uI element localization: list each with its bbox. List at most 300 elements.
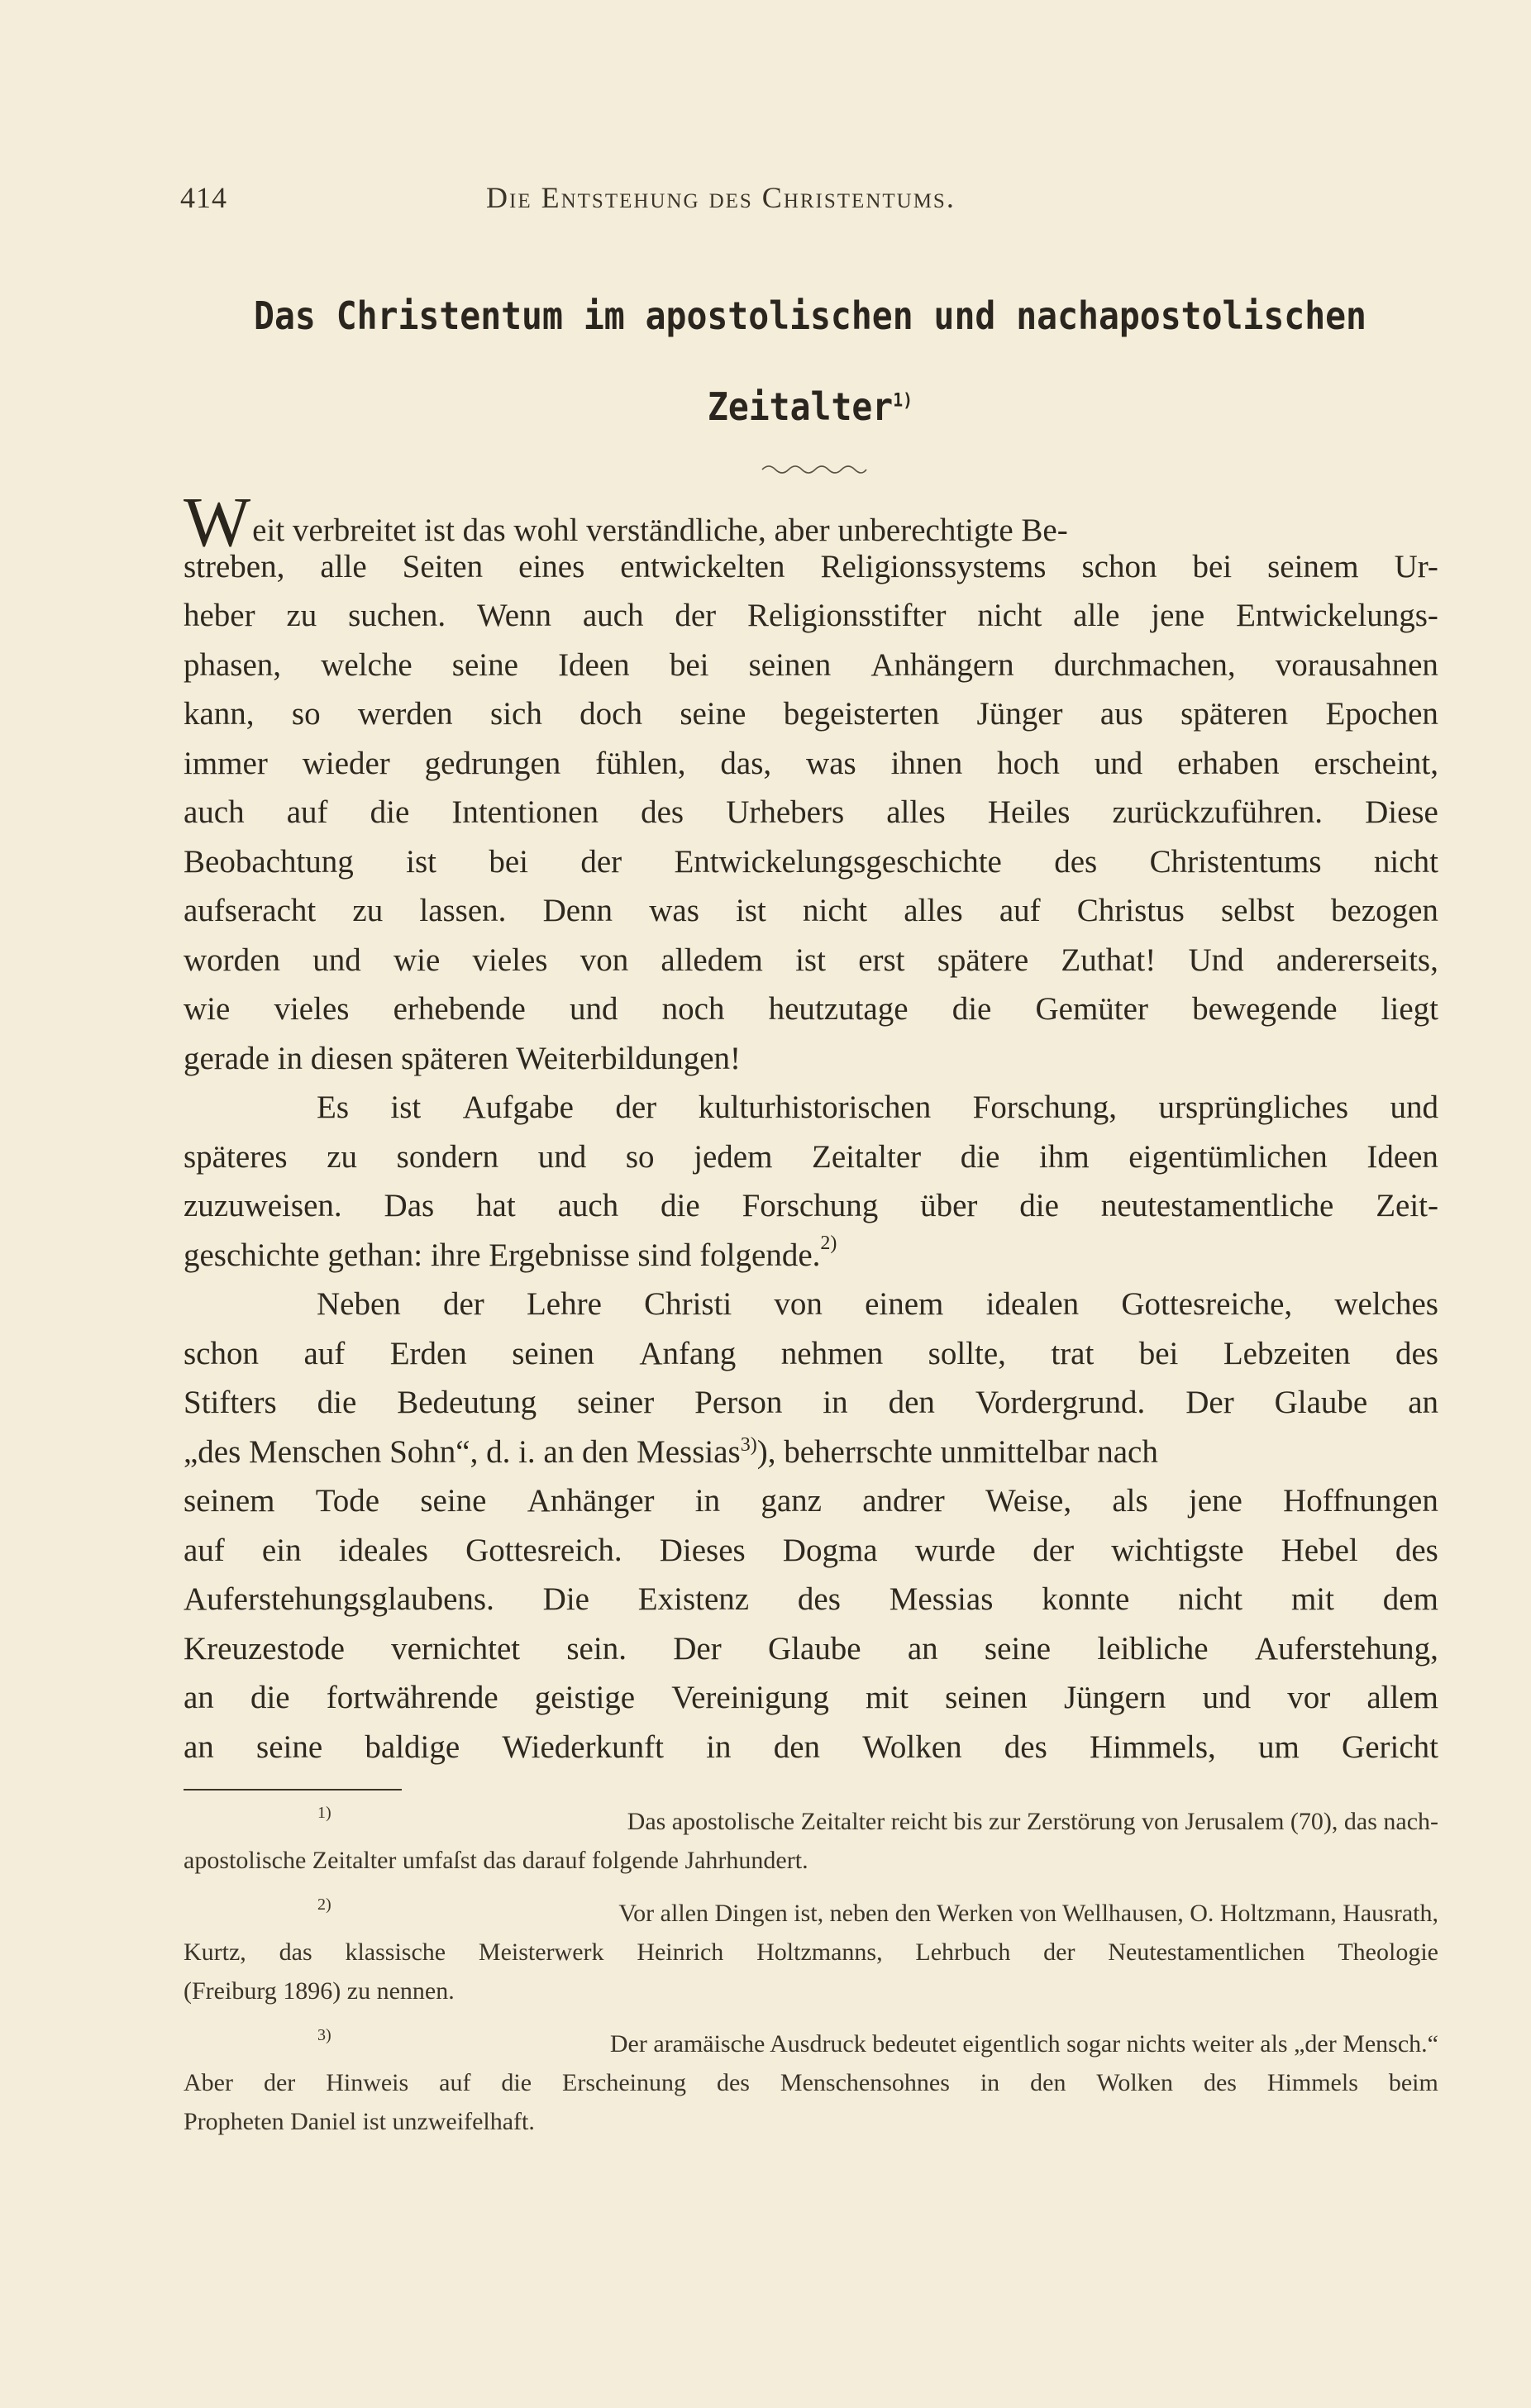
word: sollte, [928,1335,1006,1371]
word: Existenz [637,1581,750,1617]
word: Es [317,1090,349,1125]
word: Und [1188,942,1244,978]
word: Lehrbuch [915,1938,1011,1966]
word: in [823,1385,848,1420]
word: der [1033,1532,1075,1568]
text-line [184,1280,1438,1329]
word: Auferstehung, [1254,1630,1438,1667]
word: aus [1099,696,1143,732]
text-line [184,1476,1438,1526]
word: und [569,991,618,1027]
word: mit [1290,1581,1334,1617]
word: nicht [977,598,1042,633]
word: mit [866,1680,909,1715]
footnote-line: (Freiburg 1896) zu nennen. [184,1977,455,2005]
word: des [797,1581,841,1617]
text-line [184,482,1438,561]
word: fühlen, [595,745,686,781]
text-line-15: geschichte gethan: ihre Ergebnisse sind folgende. [184,1237,821,1273]
word: Meisterwerk [478,1938,604,1966]
word: konnte [1042,1581,1130,1617]
text-segment [184,482,1068,561]
heading-line-2-text: Zeitalter [707,384,894,429]
footnote-ref-2: 2) [820,1232,837,1254]
word: seinem [1267,548,1359,584]
text-line [184,591,1438,641]
word: Stifters [184,1385,277,1420]
word: klassische [345,1938,446,1966]
word: was [806,745,856,781]
text-line [184,1378,1438,1428]
word: von [579,942,629,978]
word: auch [184,794,245,830]
footnote-text: Das apostolische Zeitalter reicht bis zur Zerstörung von Jerusalem (70), das nach- [627,1808,1438,1835]
word: des [1054,843,1098,880]
word: bei [489,843,528,880]
word: auf [439,2069,471,2096]
word: vieles [472,942,548,978]
word: alles [886,794,946,830]
word: Christi [644,1286,732,1322]
word: Lehre [526,1286,602,1322]
word: von [774,1286,823,1322]
word: Bedeutung [397,1385,537,1420]
word: Forschung [742,1188,879,1223]
text-line-0: eit verbreitet ist das wohl verständliche, aber unberechtigte Be- [252,513,1068,548]
word: sich [490,696,542,732]
word: Religionssystems [820,548,1047,584]
chapter-heading [243,293,1377,475]
word: Anhängern [870,646,1014,683]
word: des [716,2069,750,2096]
word: noch [661,991,725,1027]
word: Denn [542,893,613,928]
word: an [184,1680,214,1715]
word: der [442,1286,484,1322]
footnote-line [184,1933,1438,1972]
word: Kurtz, [184,1938,246,1966]
word: Hoffnungen [1283,1483,1438,1519]
word: bei [1138,1335,1179,1371]
word: Messias [889,1581,994,1617]
word: das [279,1938,312,1966]
body-text [184,482,1438,1771]
word: zu [327,1138,358,1175]
word: lassen. [419,893,507,928]
text-line [184,985,1438,1034]
word: werden [357,696,453,732]
word: und [1094,745,1143,781]
word: die [317,1385,357,1420]
word: Christus [1076,893,1185,928]
word: selbst [1220,893,1295,928]
word: die [1019,1188,1059,1223]
word: so [625,1138,655,1175]
word: schon [1081,548,1157,584]
word: Religionsstifter [746,598,947,633]
word: seine [680,696,746,732]
footnote-mark: 3) [317,2026,331,2044]
word: in [694,1483,721,1519]
drop-cap: W [184,482,251,561]
footnote-line: apostolische Zeitalter umfaſst das darauf folgende Jahrhundert. [184,1847,808,1874]
word: seinen [748,646,832,683]
word: Beobachtung [184,843,354,880]
word: Entwickelungs- [1236,598,1438,633]
footnote-line: Propheten Daniel ist unzweifelhaft. [184,2108,535,2135]
word: Heinrich [637,1938,724,1966]
word: der [615,1090,657,1125]
running-title: Die Entstehung des Christentums. [486,181,956,214]
word: seiner [577,1385,655,1420]
word: Gericht [1342,1729,1438,1765]
word: seinen [512,1335,594,1371]
word: Erden [389,1335,467,1371]
word: Anfang [639,1335,737,1371]
word: Aufgabe [462,1090,574,1125]
word: heutzutage [768,991,909,1027]
footnote-3 [184,2024,1438,2141]
word: in [980,2069,1000,2096]
word: der [675,598,717,633]
word: um [1257,1729,1300,1765]
text-line [184,1231,1438,1280]
text-line [184,1673,1438,1723]
word: ihm [1039,1138,1090,1175]
word: und [312,942,361,978]
word: wie [393,942,441,978]
text-line: gerade in diesen späteren Weiterbildungen! [184,1040,742,1076]
word: schon [184,1335,259,1371]
text-line-19: „des Menschen Sohn“, d. i. an den Messias [184,1433,741,1470]
word: Person [694,1385,783,1420]
word: nicht [1373,843,1438,880]
word: späteres [184,1138,288,1175]
word: bei [669,646,709,683]
word: Auferstehungsglaubens. [184,1581,494,1617]
word: heber [184,598,255,633]
word: ihnen [890,745,963,781]
word: vernichtet [391,1630,521,1667]
word: Himmels [1266,2069,1358,2096]
word: auf [303,1335,346,1371]
word: Jüngern [1063,1680,1166,1715]
word: welche [321,646,413,683]
word: Der [1185,1385,1234,1420]
word: seine [984,1630,1052,1667]
word: des [1395,1335,1438,1371]
word: vieles [274,991,350,1027]
word: Wenn [477,598,552,633]
footnote-1 [184,1802,1438,1880]
word: Neben [317,1286,401,1322]
word: seine [420,1483,487,1519]
word: begeisterten [783,696,940,732]
word: immer [184,745,268,781]
word: alle [1073,598,1120,633]
word: doch [579,696,642,732]
word: Heiles [987,794,1071,830]
word: Diese [1365,794,1438,830]
word: Glaube [767,1630,861,1667]
word: durchmachen, [1053,646,1236,683]
page-number: 414 [180,181,227,214]
text-line [184,1575,1438,1624]
word: seine [256,1729,323,1765]
word: das, [720,745,772,781]
word: Gottesreich. [465,1532,622,1568]
word: an [1408,1385,1438,1420]
word: auf [184,1532,225,1568]
word: spätere [937,942,1029,978]
footnote-text: Der aramäische Ausdruck bedeutet eigentlich sogar nichts weiter als „der Mensch.“ [609,2030,1438,2058]
text-line-19-rest: ), beherrschte unmittelbar nach [756,1433,1158,1470]
word: auch [557,1188,619,1223]
word: Neutestamentlichen [1108,1938,1305,1966]
text-line [184,788,1438,837]
word: suchen. [348,598,446,633]
word: Erscheinung [562,2069,686,2096]
footnote-line [184,2024,1438,2063]
word: ideales [338,1532,428,1568]
heading-line-1: Das Christentum im apostolischen und nachapostolischen [254,293,1366,338]
word: Zeit- [1376,1188,1438,1223]
word: jene [1151,598,1205,633]
word: alledem [661,942,763,978]
word: fortwährende [326,1680,498,1715]
word: Wolken [1096,2069,1173,2096]
word: in [706,1729,732,1765]
word: Weise, [985,1483,1072,1519]
word: wieder [302,745,390,781]
word: Epochen [1325,696,1438,732]
word: auf [286,794,328,830]
word: vorausahnen [1275,646,1438,683]
word: eigentümlichen [1128,1138,1328,1175]
word: Vereinigung [671,1680,829,1715]
text-line [184,1329,1438,1379]
word: die [501,2069,532,2096]
word: alle [320,548,367,584]
word: geistige [534,1680,636,1715]
text-line [184,936,1438,985]
word: sein. [566,1630,627,1667]
text-segment [184,1428,1158,1477]
word: Christentums [1149,843,1322,880]
word: die [250,1680,290,1715]
word: Ideen [1366,1138,1438,1175]
word: nehmen [780,1335,884,1371]
word: zuzuweisen. [184,1188,342,1223]
word: Vordergrund. [975,1385,1146,1420]
footnote-rule [184,1789,402,1791]
word: auch [582,598,644,633]
word: die [370,794,410,830]
text-line [184,1526,1438,1576]
word: Holtzmanns, [756,1938,883,1966]
word: Der [673,1630,722,1667]
word: wie [184,991,231,1027]
word: jedem [694,1138,773,1175]
word: Glaube [1274,1385,1368,1420]
word: eines [518,548,585,584]
text-line [184,1624,1438,1674]
text-line [184,739,1438,789]
word: wurde [914,1532,996,1568]
word: Gottesreiche, [1121,1286,1293,1322]
word: an [184,1729,214,1765]
word: welches [1334,1286,1438,1322]
word: Aber [184,2069,233,2096]
text-line [184,837,1438,887]
word: worden [184,942,280,978]
word: andererseits, [1276,942,1438,978]
text-line [184,1428,1438,1477]
word: Dogma [782,1532,878,1568]
word: späteren [1180,696,1289,732]
footnote-line [184,2063,1438,2102]
word: Seiten [402,548,484,584]
footnote-line [184,1894,1438,1933]
heading-footnote-ref: 1) [893,390,913,412]
word: bei [1192,548,1233,584]
word: Forschung, [972,1090,1118,1125]
text-line [184,1181,1438,1231]
word: Tode [315,1483,380,1519]
word: trat [1051,1335,1095,1371]
word: Hinweis [326,2069,409,2096]
word: Wolken [862,1729,962,1765]
word: zurückzuführen. [1112,794,1323,830]
word: des [1203,2069,1237,2096]
word: streben, [184,548,285,584]
word: den [1030,2069,1066,2096]
word: der [263,2069,296,2096]
word: erscheint, [1314,745,1438,781]
word: die [952,991,992,1027]
word: phasen, [184,646,282,683]
footnotes [184,1802,1438,2155]
word: Gemüter [1035,991,1148,1027]
word: Wiederkunft [502,1729,664,1765]
footnote-line [184,1802,1438,1841]
word: den [888,1385,935,1420]
word: ganz [761,1483,822,1519]
ornament-divider [761,460,868,476]
word: erst [858,942,905,978]
word: idealen [985,1286,1080,1322]
word: hoch [997,745,1060,781]
word: so [291,696,321,732]
word: Menschensohnes [780,2069,950,2096]
word: ist [736,893,766,928]
word: ursprüngliches [1158,1090,1349,1125]
word: Zuthat! [1061,942,1157,978]
word: als [1112,1483,1148,1519]
word: baldige [365,1729,460,1765]
footnote-ref-3: 3) [740,1433,757,1456]
word: seinen [945,1680,1028,1715]
word: Intentionen [451,794,599,830]
text-line [184,542,1438,592]
footnote-mark: 1) [317,1804,331,1822]
word: aufseracht [184,893,317,928]
word: auf [999,893,1041,928]
word: zu [286,598,317,633]
word: leibliche [1097,1630,1209,1667]
word: alles [904,893,963,928]
word: an [907,1630,938,1667]
word: des [1395,1532,1438,1568]
text-line [184,689,1438,739]
word: seinem [184,1483,275,1519]
word: ist [795,942,826,978]
word: entwickelten [620,548,785,584]
text-line [184,886,1438,936]
word: Ur- [1394,548,1438,584]
word: nicht [1178,1581,1243,1617]
word: Jünger [976,696,1063,732]
word: erhaben [1177,745,1280,781]
word: Urhebers [726,794,845,830]
word: erhebende [393,991,526,1027]
word: der [580,843,622,880]
word: dem [1382,1581,1438,1617]
word: bezogen [1330,893,1438,928]
word: andrer [862,1483,945,1519]
word: hat [476,1188,516,1223]
word: beim [1388,2069,1438,2096]
word: Anhänger [527,1483,655,1519]
word: gedrungen [424,745,561,781]
word: die [661,1188,700,1223]
footnote-text: Vor allen Dingen ist, neben den Werken von Wellhausen, O. Holtzmann, Hausrath, [618,1900,1438,1927]
word: vor [1287,1680,1331,1715]
word: seine [451,646,518,683]
word: Kreuzestode [184,1630,345,1667]
word: neutestamentliche [1100,1188,1334,1223]
word: und [1390,1090,1438,1125]
word: zu [352,893,384,928]
word: bewegende [1192,991,1338,1027]
word: ist [406,843,436,880]
word: ist [390,1090,422,1125]
word: Dieses [659,1532,746,1568]
word: was [649,893,699,928]
word: Himmels, [1090,1729,1216,1765]
text-line [184,1132,1438,1182]
word: Entwickelungsgeschichte [674,843,1002,880]
word: nicht [803,893,868,928]
word: wichtigste [1111,1532,1244,1568]
word: einem [865,1286,944,1322]
footnote-mark: 2) [317,1895,331,1914]
word: Die [542,1581,589,1617]
word: jene [1188,1483,1242,1519]
running-head [180,180,1440,222]
word: sondern [396,1138,499,1175]
word: Ideen [558,646,630,683]
word: der [1043,1938,1076,1966]
text-line [184,1083,1438,1132]
word: Lebzeiten [1223,1335,1351,1371]
footnote-2 [184,1894,1438,2010]
text-line [184,1723,1438,1772]
word: den [773,1729,821,1765]
word: über [920,1188,978,1223]
word: die [960,1138,1000,1175]
word: Zeitalter [812,1138,922,1175]
